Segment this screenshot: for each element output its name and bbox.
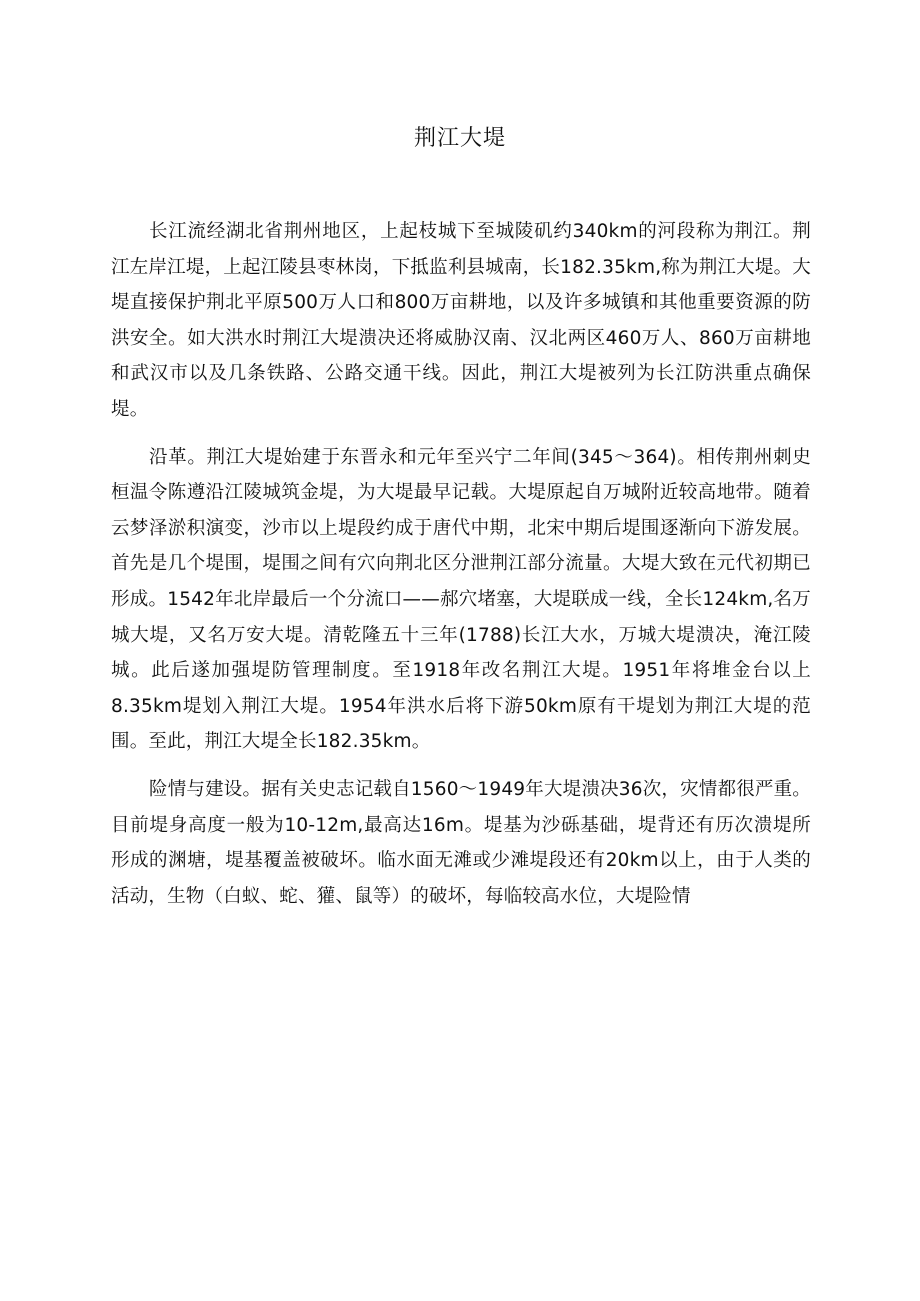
page-title: 荆江大堤 [413,126,506,151]
paragraph-history: 沿革。荆江大堤始建于东晋永和元年至兴宁二年间(345～364)。相传荆州刺史桓温令陈遵沿江陵城筑金堤，为大堤最早记载。大堤原起自万城附近较高地带。随着云梦泽淤积演变，沙市以上堤段约成于唐代中期，北宋中期后堤围逐渐向下游发展。首先是几个堤围，堤围之间有穴向荆北区分泄荆江部分流量。大堤大致在元代初期已形成。1542年北岸最后一个分流口——郝穴堵塞，大堤联成一线，全长124km,名万城大堤，又名万安大堤。清乾隆五十三年(1788)长江大水，万城大堤溃决，淹江陵城。此后遂加强堤防管理制度。至1918年改名荆江大堤。1951年将堆金台以上8.35km堤划入荆江大堤。1954年洪水后将下游50km原有干堤划为荆江大堤的范围。至此，荆江大堤全长182.35km。 [111,446,811,753]
document-body [111,214,811,914]
paragraph-risks-construction: 险情与建设。据有关史志记载自1560～1949年大堤溃决36次，灾情都很严重。目前堤身高度一般为10-12m,最高达16m。堤基为沙砾基础，堤背还有历次溃堤所形成的渊塘，堤基覆盖被破坏。临水面无滩或少滩堤段还有20km以上，由于人类的活动，生物（白蚁、蛇、獾、鼠等）的破坏，每临较高水位，大堤险情 [111,778,812,907]
paragraph-intro: 长江流经湖北省荆州地区，上起枝城下至城陵矶约340km的河段称为荆江。荆江左岸江堤，上起江陵县枣林岗，下抵监利县城南，长182.35km,称为荆江大堤。大堤直接保护荆北平原500万人口和800万亩耕地，以及许多城镇和其他重要资源的防洪安全。如大洪水时荆江大堤溃决还将威胁汉南、汉北两区460万人、860万亩耕地和武汉市以及几条铁路、公路交通干线。因此，荆江大堤被列为长江防洪重点确保堤。 [111,221,811,420]
